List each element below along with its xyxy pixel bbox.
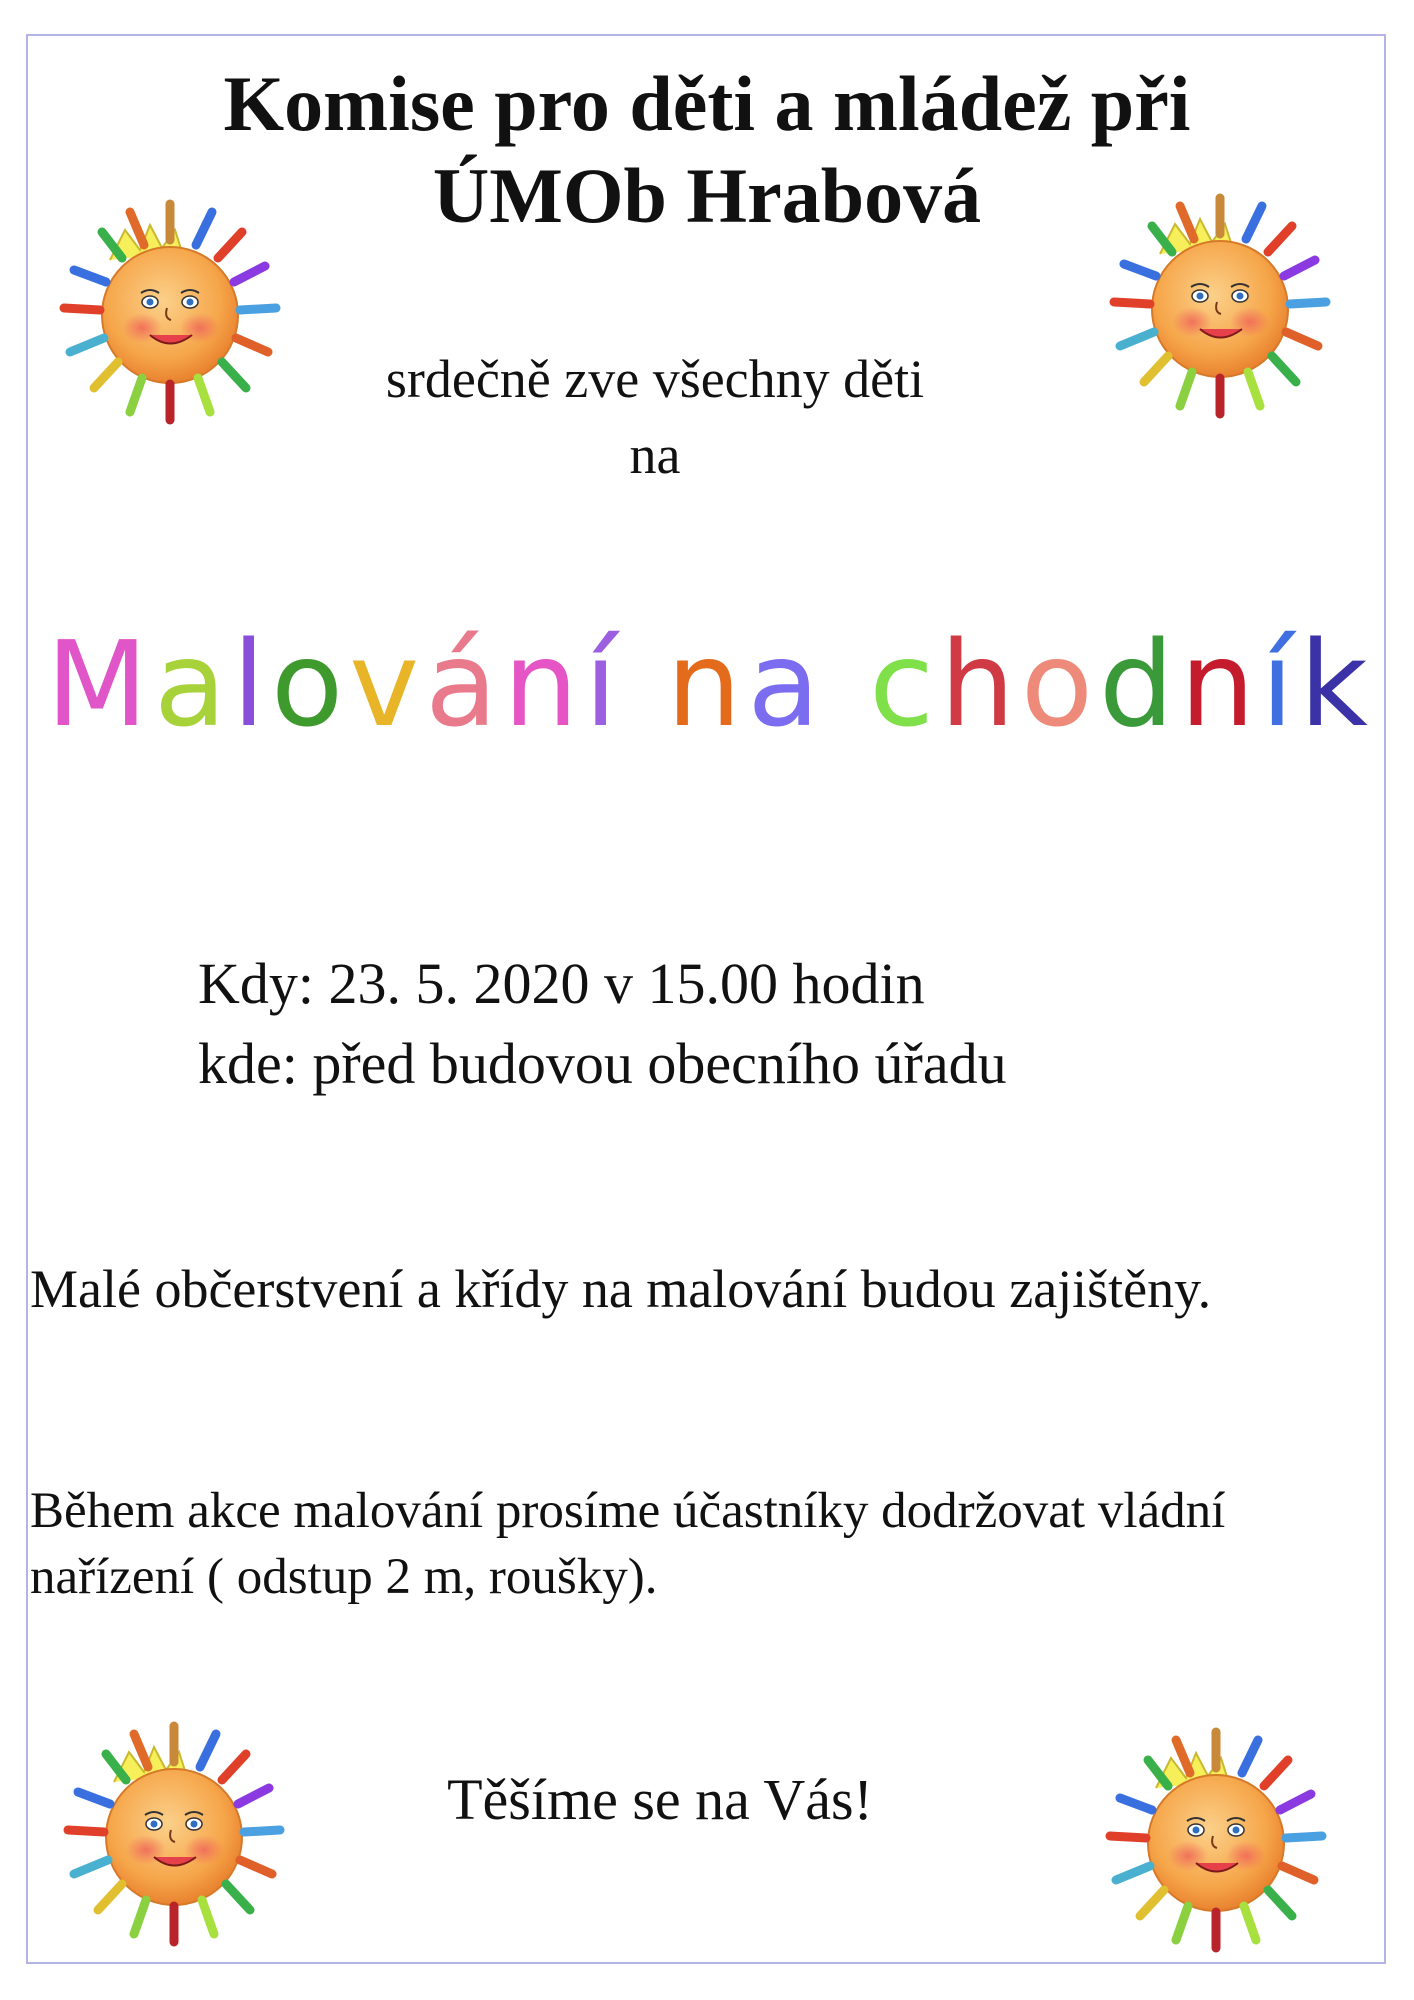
headline-letter: á [425,615,504,753]
headline-letter: í [584,615,623,753]
headline-letter: c [869,615,941,753]
headline-letter: d [1099,615,1180,753]
event-when: Kdy: 23. 5. 2020 v 15.00 hodin [198,951,925,1016]
sun-with-pencils-icon [1100,184,1340,424]
headline-space [623,615,667,753]
headline-letter: í [1260,615,1300,753]
headline-letter: k [1299,615,1374,753]
headline-letter: a [747,615,826,753]
headline-letter: v [349,615,426,753]
invite-line-2: na [629,425,681,485]
headline-letter: n [1179,615,1261,753]
headline-letter: n [666,615,748,753]
headline-letter: M [46,615,154,753]
headline-letter: h [940,615,1021,753]
headline-letter: l [232,615,272,753]
sun-with-pencils-icon [1096,1718,1336,1958]
rules-note: Během akce malování prosíme účastníky dodržovat vládní nařízení ( odstup 2 m, roušky). [30,1483,1226,1605]
closing-line: Těšíme se na Vás! [447,1767,873,1832]
refreshments-note: Malé občerstvení a křídy na malování budou zajištěny. [30,1259,1212,1319]
headline-letter: o [271,615,350,753]
title-line-1: Komise pro děti a mládež při [223,60,1191,147]
sun-with-pencils-icon [50,190,290,430]
sun-with-pencils-icon [54,1712,294,1952]
headline-letter: n [503,615,585,753]
title-line-2: ÚMOb Hrabová [432,152,982,239]
event-where: kde: před budovou obecního úřadu [198,1031,1007,1096]
headline-space [826,615,870,753]
headline-letter: a [153,615,233,753]
event-headline [30,615,1390,753]
invite-line-1: srdečně zve všechny děti [385,349,925,409]
headline-letter: o [1020,615,1100,753]
